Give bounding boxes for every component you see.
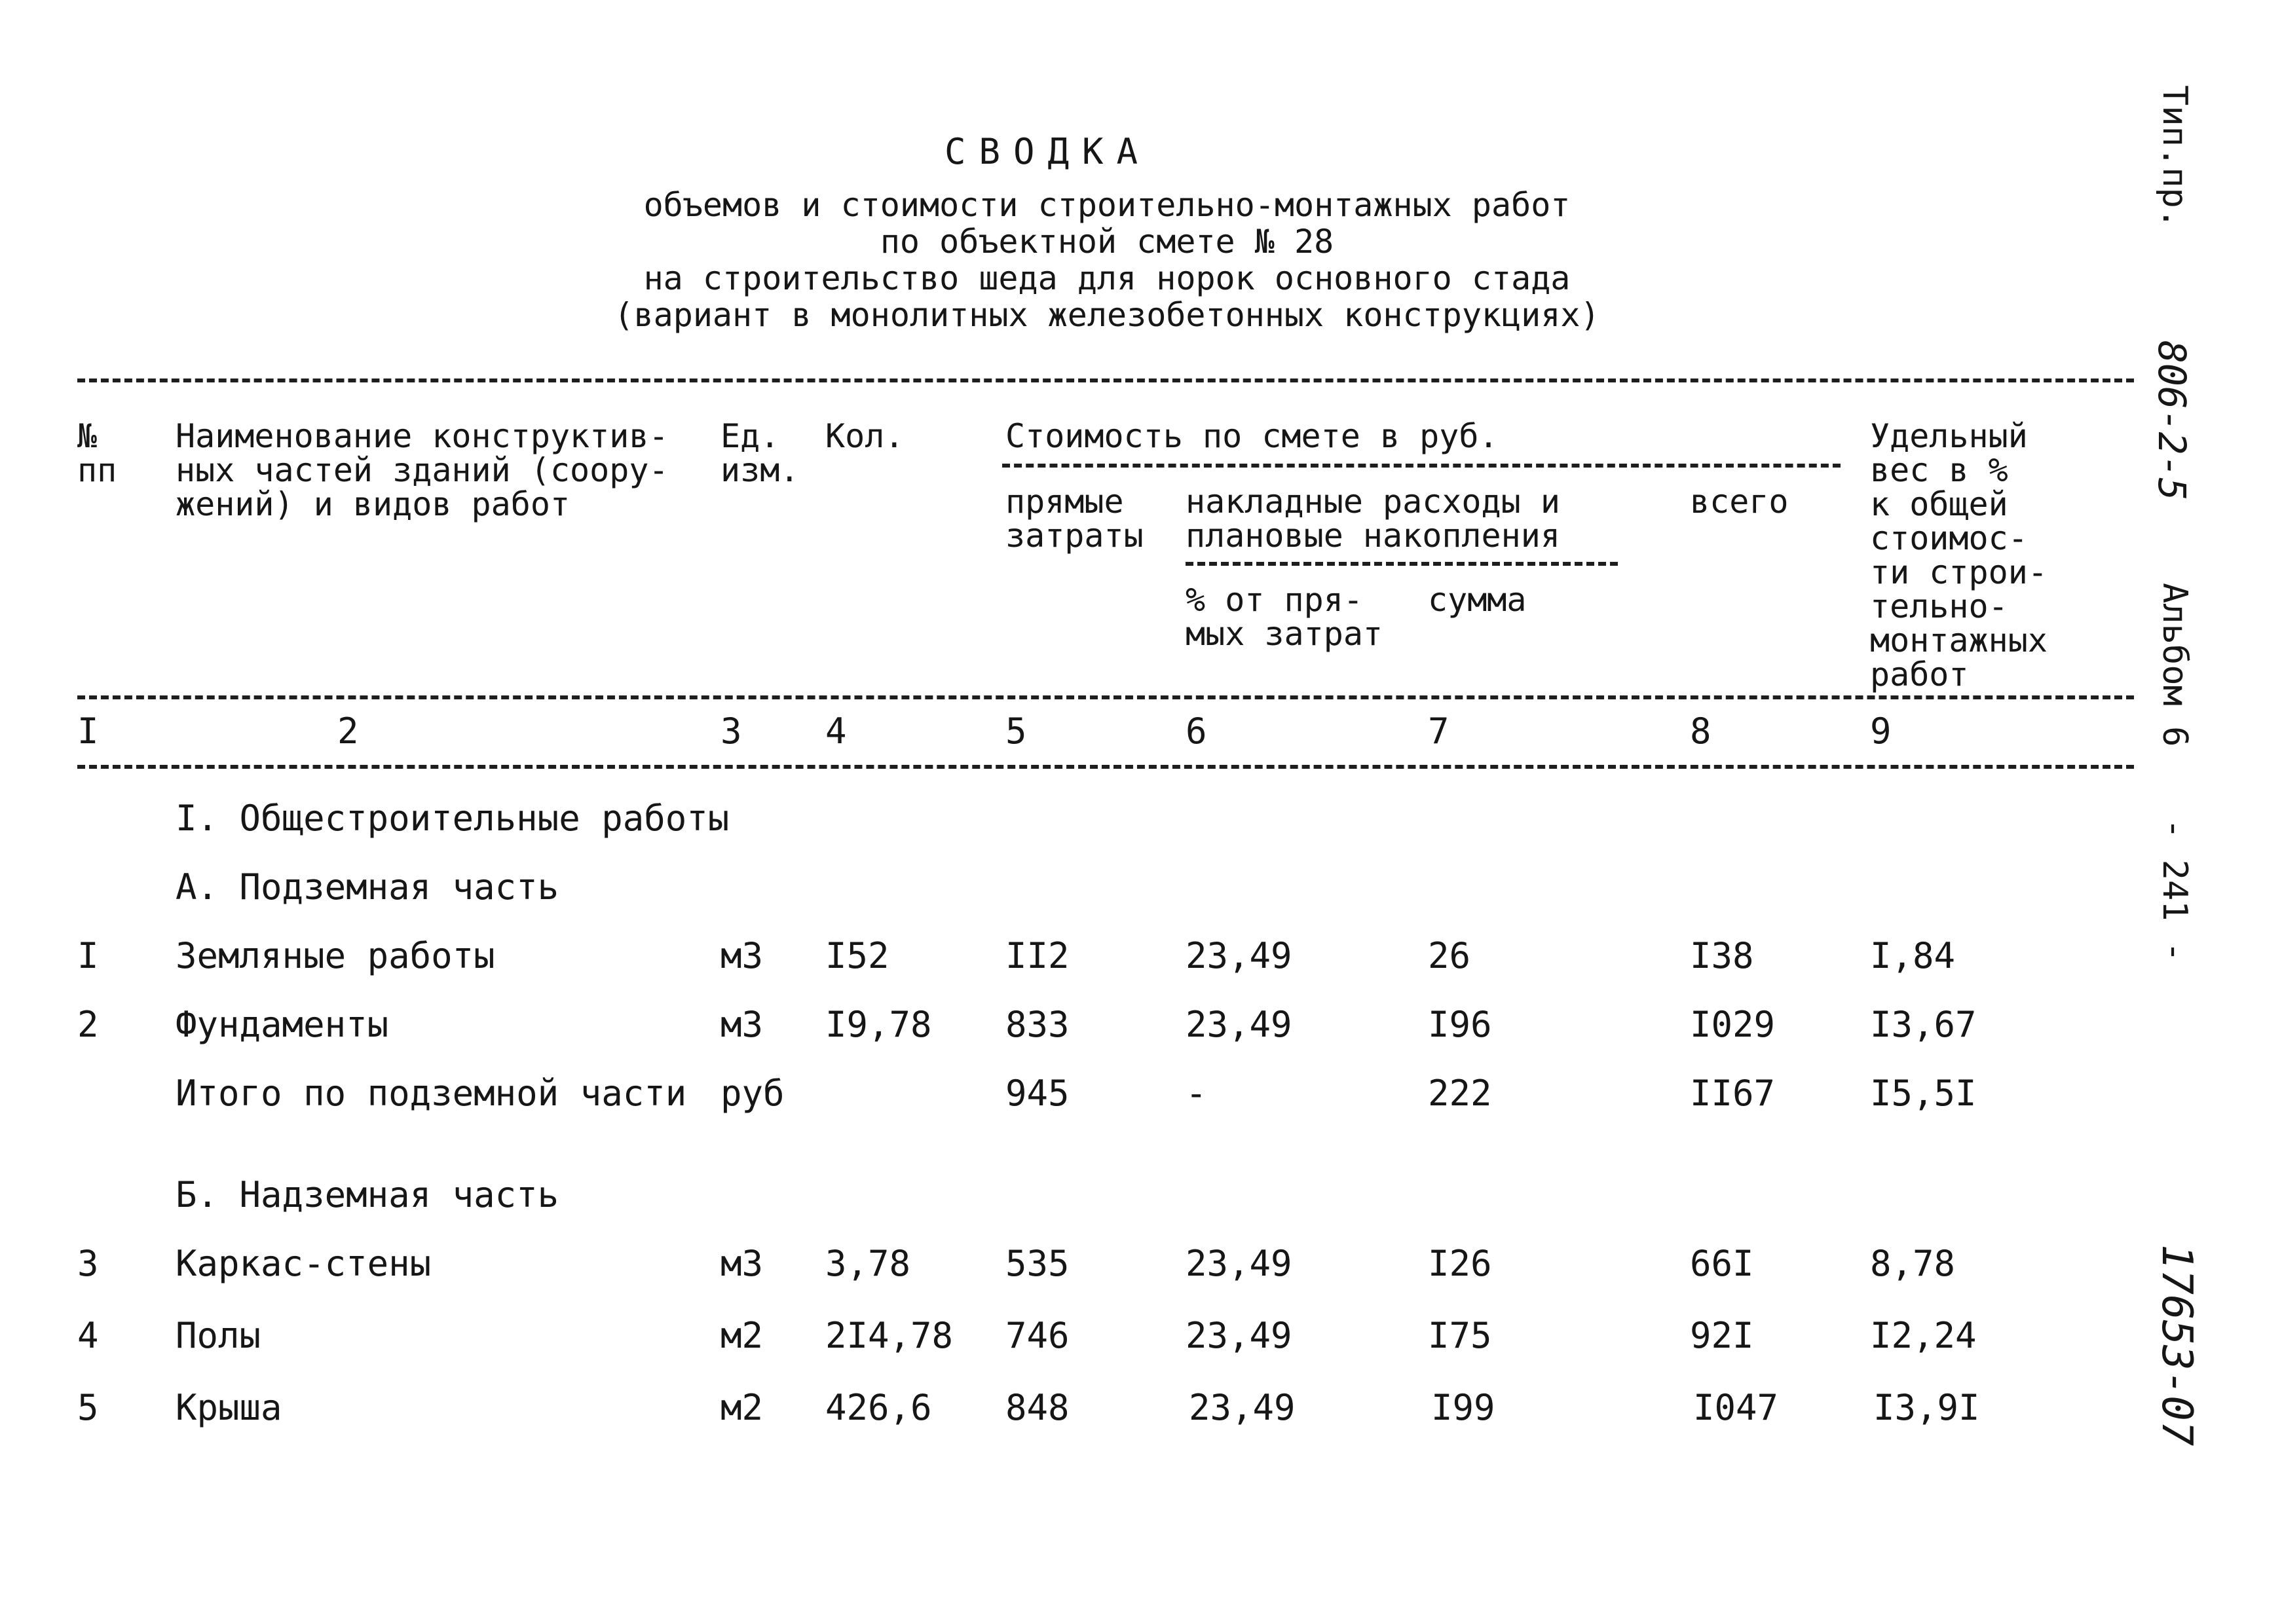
cell-name: Крыша: [176, 1387, 282, 1428]
column-number: 4: [825, 710, 847, 752]
cell-name: Итого по подземной части: [176, 1073, 687, 1114]
subtitle-line: объемов и стоимости строительно-монтажных работ: [643, 186, 1571, 224]
column-number: 3: [720, 710, 742, 752]
cell-quantity: I52: [825, 935, 889, 976]
header-overhead-percent: % от пря- мых затрат: [1186, 581, 1383, 653]
section-heading: А. Подземная часть: [176, 866, 559, 908]
document-title: СВОДКА: [945, 131, 1151, 172]
cell-no: 3: [77, 1243, 99, 1284]
side-project-code: 806-2-5: [2150, 341, 2194, 501]
cell-direct: II2: [1005, 935, 1070, 976]
header-overhead-sum: сумма: [1428, 581, 1527, 619]
cell-sum: 222: [1428, 1073, 1492, 1114]
header-share: Удельный вес в % к общей стоимос- ти строи- тельно- монтажных работ: [1870, 417, 2048, 693]
subtitle-block: [589, 187, 1624, 333]
cell-unit: м3: [720, 1004, 764, 1045]
cell-sum: I99: [1431, 1387, 1495, 1428]
cell-total: 66I: [1690, 1243, 1754, 1284]
side-type-project: Тип.пр.: [2155, 85, 2194, 229]
cell-quantity: I9,78: [825, 1004, 932, 1045]
cost-group-rule: [1002, 464, 1841, 468]
cell-no: 5: [77, 1387, 99, 1428]
cell-quantity: 3,78: [825, 1243, 911, 1284]
column-number: 7: [1428, 710, 1450, 752]
section-heading: I. Общестроительные работы: [176, 798, 730, 839]
cell-sum: I96: [1428, 1004, 1492, 1045]
column-number: 5: [1005, 710, 1027, 752]
cell-share: I5,5I: [1870, 1073, 1977, 1114]
column-number: 8: [1690, 710, 1712, 752]
cell-share: I3,67: [1870, 1004, 1977, 1045]
side-inventory-number: 17653-07: [2152, 1244, 2201, 1447]
cell-unit: руб: [720, 1073, 785, 1114]
cell-percent: -: [1186, 1073, 1207, 1114]
cell-unit: м2: [720, 1387, 764, 1428]
cell-percent: 23,49: [1186, 1004, 1292, 1045]
column-number: I: [77, 710, 99, 752]
cell-sum: I75: [1428, 1315, 1492, 1356]
cell-direct: 848: [1005, 1387, 1070, 1428]
cell-unit: м2: [720, 1315, 764, 1356]
cell-no: 2: [77, 1004, 99, 1045]
cell-percent: 23,49: [1189, 1387, 1296, 1428]
cell-sum: I26: [1428, 1243, 1492, 1284]
column-number: 6: [1186, 710, 1207, 752]
cell-direct: 535: [1005, 1243, 1070, 1284]
cell-total: 92I: [1690, 1315, 1754, 1356]
cell-quantity: 426,6: [825, 1387, 932, 1428]
cell-quantity: 2I4,78: [825, 1315, 954, 1356]
cell-share: 8,78: [1870, 1243, 1956, 1284]
overhead-group-rule: [1186, 562, 1618, 566]
subtitle-line: (вариант в монолитных железобетонных конструкциях): [614, 296, 1600, 334]
cell-share: I2,24: [1870, 1315, 1977, 1356]
cell-unit: м3: [720, 1243, 764, 1284]
cell-total: I029: [1690, 1004, 1776, 1045]
cell-share: I,84: [1870, 935, 1956, 976]
column-number: 2: [337, 710, 359, 752]
subtitle-line: по объектной смете № 28: [880, 223, 1334, 261]
cell-percent: 23,49: [1186, 1315, 1292, 1356]
column-number: 9: [1870, 710, 1892, 752]
cell-unit: м3: [720, 935, 764, 976]
subtitle-line: на строительство шеда для норок основного стада: [643, 259, 1571, 297]
cell-total: I047: [1693, 1387, 1779, 1428]
header-quantity: Кол.: [825, 417, 905, 455]
cell-share: I3,9I: [1873, 1387, 1980, 1428]
section-heading: Б. Надземная часть: [176, 1174, 559, 1215]
cell-name: Каркас-стены: [176, 1243, 432, 1284]
cell-total: I38: [1690, 935, 1754, 976]
cell-percent: 23,49: [1186, 935, 1292, 976]
cell-no: I: [77, 935, 99, 976]
cell-direct: 945: [1005, 1073, 1070, 1114]
header-overhead-group: накладные расходы и плановые накопления: [1186, 483, 1560, 555]
header-no: № пп: [77, 417, 117, 489]
side-page-number: - 241 -: [2155, 819, 2194, 963]
side-album: Альбом 6: [2155, 583, 2194, 747]
cell-sum: 26: [1428, 935, 1471, 976]
column-numbers-rule: [77, 765, 2134, 769]
cell-name: Фундаменты: [176, 1004, 389, 1045]
cell-name: Земляные работы: [176, 935, 495, 976]
cell-direct: 746: [1005, 1315, 1070, 1356]
table-top-rule: [77, 378, 2134, 382]
cell-percent: 23,49: [1186, 1243, 1292, 1284]
header-unit: Ед. изм.: [720, 417, 800, 489]
header-name: Наименование конструктив- ных частей зданий (соору- жений) и видов работ: [176, 417, 669, 523]
header-bottom-rule: [77, 695, 2134, 699]
cell-total: II67: [1690, 1073, 1776, 1114]
cell-no: 4: [77, 1315, 99, 1356]
cell-direct: 833: [1005, 1004, 1070, 1045]
header-direct-costs: прямые затраты: [1005, 483, 1144, 555]
cell-name: Полы: [176, 1315, 261, 1356]
header-total: всего: [1690, 483, 1789, 521]
header-cost-group: Стоимость по смете в руб.: [1005, 417, 1499, 455]
